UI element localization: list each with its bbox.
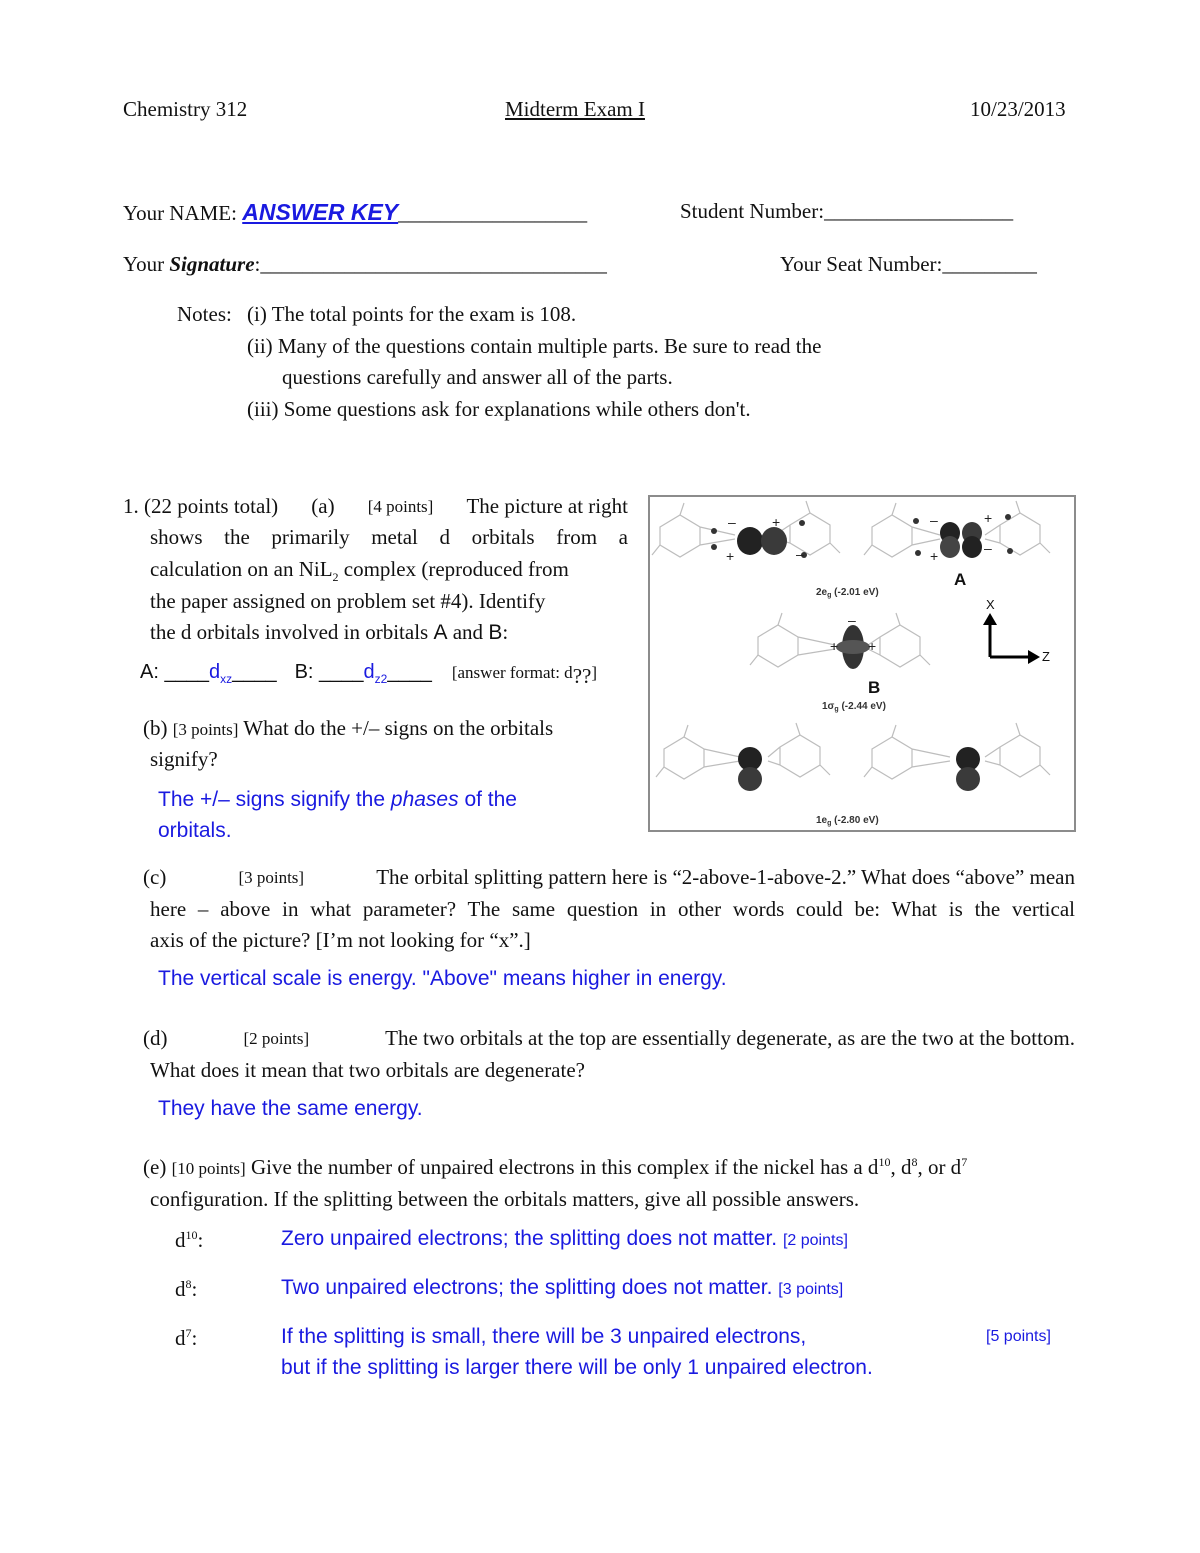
d7-sup: 7	[185, 1326, 192, 1340]
level-2eg: $2e_g$ (-2.01 eV)	[816, 587, 879, 599]
q1-line1	[123, 494, 628, 519]
d8-colon: :	[191, 1277, 198, 1301]
course-name: Chemistry 312	[123, 97, 248, 121]
d8-answer: Two unpaired electrons; the splitting does not matter.	[281, 1276, 779, 1299]
q1-line5-a: the d orbitals involved in orbitals	[150, 620, 434, 644]
d10-sup: 10	[185, 1228, 198, 1242]
q1b-text: What do the +/– signs on the orbitals	[243, 716, 554, 740]
answer-A-value: d	[208, 661, 221, 683]
exam-date: 10/23/2013	[970, 97, 1066, 121]
orbital-A	[913, 514, 1013, 558]
answer-B-value: d	[363, 661, 375, 683]
d10-answer: Zero unpaired electrons; the splitting does not matter.	[281, 1227, 783, 1250]
answer-format-end: ]	[591, 663, 598, 682]
q1a-text-start: The picture at right	[466, 494, 628, 518]
signature-blank: _________________________________	[260, 252, 607, 276]
q1e-points: [10 points]	[171, 1159, 246, 1178]
note-3: (iii) Some questions ask for explanations while others don't.	[247, 397, 751, 421]
sign-plus: +	[868, 638, 877, 654]
orbital-1eg-right	[956, 747, 980, 791]
orbital-1eg-left	[738, 747, 762, 791]
q1c-text: The orbital splitting pattern here is “2-above-1-above-2.” What does “above” mean	[376, 865, 1075, 889]
q1e-line1	[143, 1155, 967, 1180]
sign-minus: –	[848, 612, 856, 628]
axes	[983, 597, 1050, 664]
sign-minus: –	[984, 540, 992, 556]
q1d-line2: What does it mean that two orbitals are degenerate?	[150, 1058, 585, 1082]
student-number-blank: __________________	[824, 199, 1014, 223]
q1c-label: (c)	[143, 865, 167, 889]
q1d-answer: They have the same energy.	[158, 1097, 423, 1120]
sign-plus: +	[726, 548, 735, 564]
sign-plus: +	[772, 514, 781, 530]
d10-d: d	[175, 1228, 186, 1252]
d8-label	[175, 1277, 197, 1302]
d7-d: d	[175, 1326, 186, 1350]
q1-line3-b: complex (reproduced from	[338, 557, 569, 581]
label-B: B	[868, 678, 881, 697]
orbital-B	[836, 625, 870, 669]
axis-z-label: Z	[1042, 649, 1050, 664]
student-number-row	[680, 199, 1013, 224]
answer-B-sub: z2	[374, 672, 388, 686]
answer-A-post: ____	[232, 661, 277, 683]
notes-label: Notes:	[177, 302, 232, 326]
orbital-diagram	[650, 497, 1074, 830]
q1b-line2: signify?	[150, 747, 218, 771]
note-2a: (ii) Many of the questions contain multiple parts. Be sure to read the	[247, 334, 822, 358]
note-1: (i) The total points for the exam is 108.	[247, 302, 577, 326]
name-row	[123, 199, 587, 226]
sign-minus: –	[728, 514, 736, 530]
seat-label: Your Seat Number:	[780, 252, 943, 276]
d10-label	[175, 1228, 203, 1253]
signature-label: Your	[123, 252, 170, 276]
q1-line2: shows the primarily metal d orbitals from a	[150, 525, 628, 549]
answer-A-sub: xz	[220, 672, 233, 686]
sign-plus: +	[984, 510, 993, 526]
q1e-label: (e)	[143, 1155, 167, 1179]
exam-title: Midterm Exam I	[505, 97, 645, 121]
seat-blank: _________	[942, 252, 1037, 276]
q1e-text: Give the number of unpaired electrons in this complex if the nickel has a d	[250, 1155, 879, 1179]
q1-points: 1. (22 points total)	[123, 494, 279, 518]
student-number-label: Student Number:	[680, 199, 825, 223]
q1d-line1	[143, 1026, 1075, 1051]
q1e-sup8: 8	[911, 1155, 918, 1169]
answer-format-sub: ??	[572, 664, 592, 688]
orbital-figure	[648, 495, 1076, 832]
q1d-label: (d)	[143, 1026, 168, 1050]
axis-x-label: X	[986, 597, 995, 612]
q1-line5-A: A	[433, 621, 448, 644]
q1a-answer-row	[140, 661, 597, 689]
q1-line3	[150, 557, 569, 585]
label-A: A	[954, 570, 967, 589]
seat-row	[780, 252, 1037, 277]
answer-A-pre: : ____	[153, 661, 209, 683]
q1-line3-sub: 2	[332, 570, 339, 585]
level-1sg: $1\sigma_g$ (-2.44 eV)	[822, 701, 886, 713]
note-2b: questions carefully and answer all of the parts.	[282, 365, 673, 389]
q1e-sep2: , or d	[917, 1155, 962, 1179]
q1c-points: [3 points]	[238, 868, 305, 887]
signature-row	[123, 252, 607, 277]
signature-colon: :	[254, 252, 261, 276]
d10-points: [2 points]	[782, 1232, 848, 1249]
d8-d: d	[175, 1277, 186, 1301]
q1c-line1	[143, 865, 1075, 890]
q1b-answer-c: of the	[458, 788, 517, 811]
q1-line5-B: B	[488, 621, 503, 644]
answer-B-post: ____	[387, 661, 432, 683]
d7-label	[175, 1326, 197, 1351]
d7-answer-line1: If the splitting is small, there will be 3 unpaired electrons,	[281, 1325, 807, 1348]
q1d-points: [2 points]	[243, 1029, 310, 1048]
sign-plus: +	[830, 638, 839, 654]
d8-points: [3 points]	[778, 1281, 844, 1298]
name-label: Your NAME:	[123, 201, 243, 225]
signature-word: Signature	[169, 252, 255, 276]
q1d-text: The two orbitals at the top are essentially degenerate, as are the two at the bottom.	[385, 1026, 1075, 1050]
q1b-answer-phases: phases	[390, 788, 459, 811]
sign-minus: –	[930, 512, 938, 528]
name-blank: __________________	[398, 201, 588, 225]
answer-format: [answer format: d	[451, 663, 573, 682]
q1e-sep1: , d	[890, 1155, 912, 1179]
q1b-answer-line1	[158, 788, 517, 812]
q1b-line1	[143, 716, 553, 741]
q1b-points: [3 points]	[172, 720, 239, 739]
q1a-points: [4 points]	[367, 497, 434, 516]
d7-answer-line2: but if the splitting is larger there will be only 1 unpaired electron.	[281, 1356, 873, 1379]
answer-A-label: A	[140, 661, 154, 683]
d8-sup: 8	[185, 1277, 192, 1291]
answer-B-pre: : ____	[307, 661, 364, 683]
sign-plus: +	[930, 548, 939, 564]
q1b-answer-a: The +/– signs signify the	[158, 788, 391, 811]
q1e-line2: configuration. If the splitting between the orbitals matters, give all possible answers.	[150, 1187, 860, 1211]
d8-answer-row	[281, 1276, 843, 1300]
level-1eg: $1e_g$ (-2.80 eV)	[816, 815, 879, 827]
q1e-sup7: 7	[961, 1155, 968, 1169]
q1-line4: the paper assigned on problem set #4). Identify	[150, 589, 546, 613]
q1b-answer-line2: orbitals.	[158, 819, 232, 842]
d7-points: [5 points]	[986, 1328, 1051, 1345]
q1-line5	[150, 620, 508, 645]
q1b-label: (b)	[143, 716, 168, 740]
q1c-answer: The vertical scale is energy. "Above" means higher in energy.	[158, 967, 727, 990]
q1-line3-a: calculation on an NiL	[150, 557, 333, 581]
q1-line5-colon: :	[502, 620, 509, 644]
sign-minus: –	[796, 546, 804, 562]
q1c-line2: here – above in what parameter? The same question in other words could be: What is the vertical	[150, 897, 1075, 921]
d7-colon: :	[191, 1326, 198, 1350]
q1a-label: (a)	[311, 494, 335, 518]
q1-line5-and: and	[447, 620, 489, 644]
d10-answer-row	[281, 1227, 848, 1251]
name-value: ANSWER KEY	[242, 199, 399, 225]
d10-colon: :	[197, 1228, 204, 1252]
answer-B-label: B	[294, 661, 308, 683]
q1c-line3: axis of the picture? [I’m not looking for “x”.]	[150, 928, 531, 952]
q1e-sup10: 10	[878, 1155, 891, 1169]
